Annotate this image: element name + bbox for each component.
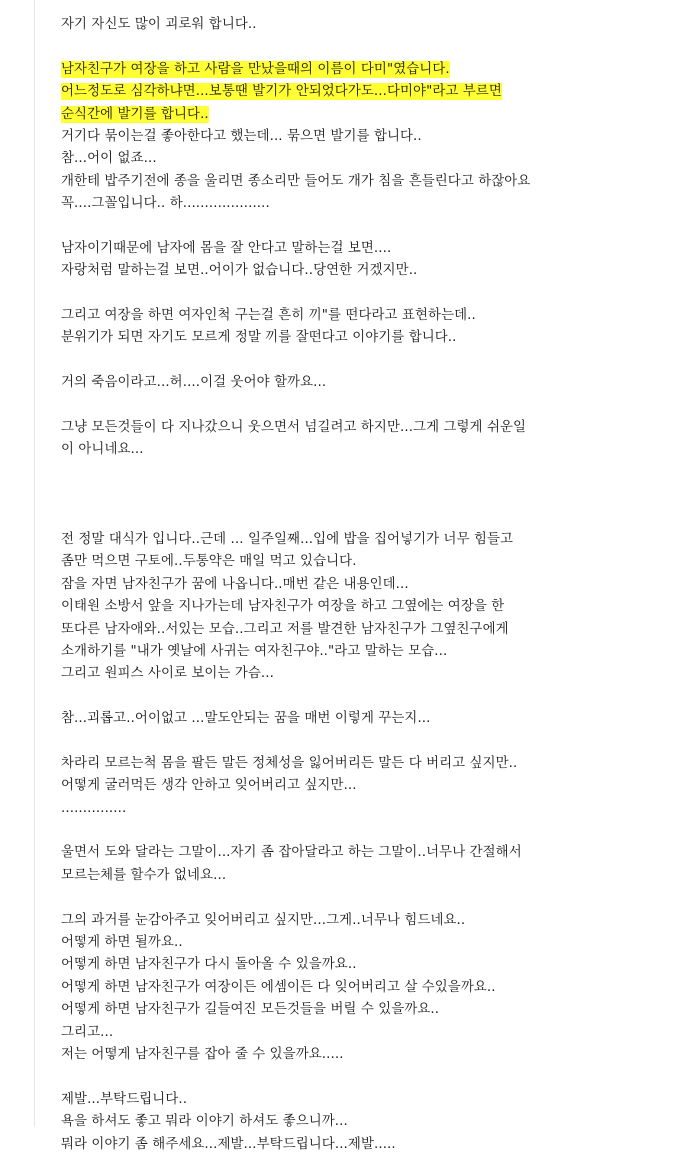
paragraph [61,842,671,909]
text-line [61,1134,671,1156]
text-line-content: 차라리 모르는척 몸을 팔든 말든 정체성을 잃어버리든 말든 다 버리고 싶지만.. [61,755,518,771]
text-line [61,910,671,932]
text-line-content: 전 정말 대식가 입니다..근데 ... 일주일째...입에 밥을 집어넣기가 너무 힘들고 [61,531,514,547]
text-line [61,126,671,148]
paragraph [61,305,671,372]
text-line [61,1089,671,1111]
text-line [61,529,671,551]
text-line-content: 이 아니네요... [61,442,144,458]
text-line-content: 욕을 하셔도 좋고 뭐라 이야기 하셔도 좋으니까... [61,1114,348,1130]
text-line [61,1022,671,1044]
text-line [61,1111,671,1133]
text-line-content: 이태원 소방서 앞을 지나가는데 남자친구가 여장을 하고 그옆에는 여장을 한 [61,599,505,615]
text-line-content: 어떻게 하면 될까요.. [61,935,183,951]
paragraph [61,910,671,1089]
text-line-content: 좀만 먹으면 구토에..두통약은 매일 먹고 있습니다. [61,554,357,570]
highlighted-text: 어느정도로 심각하냐면...보통땐 발기가 안되었다가도...다미야"라고 부르면 [61,84,502,100]
text-line [61,260,671,282]
paragraph-gap [61,216,671,238]
text-line [61,663,671,685]
text-line [61,865,671,887]
text-line-content: 저는 어떻게 남자친구를 잡아 줄 수 있을까요..... [61,1046,344,1062]
text-line-content: 거기다 묶이는걸 좋아한다고 했는데... 묶으면 발기를 합니다.. [61,128,422,144]
text-line-content: 참...괴롭고..어이없고 ...말도안되는 꿈을 매번 이렇게 꾸는지... [61,711,431,727]
text-line-content: 그냥 모든것들이 다 지나갔으니 웃으면서 넘길려고 하지만...그게 그렇게 쉬운일 [61,420,527,436]
text-line [61,753,671,775]
paragraph-gap [61,283,671,305]
text-line-content: 그리고 여장을 하면 여자인척 구는걸 흔히 끼"를 떤다라고 표현하는데.. [61,308,476,324]
text-line-content: 거의 죽음이라고...허....이걸 웃어야 할까요... [61,375,327,391]
highlighted-paragraph [61,59,671,126]
paragraph [61,1089,671,1156]
text-line-content: 모르는체를 할수가 없네요... [61,867,227,883]
text-line-content: 그리고... [61,1024,114,1040]
text-line [61,1044,671,1066]
text-line-content: 꼭....그꼴입니다.. 하.................... [61,196,270,212]
text-line-content: 울면서 도와 달라는 그말이...자기 좀 잡아달라고 하는 그말이..너무나 간절해서 [61,845,522,861]
text-line [61,842,671,864]
text-line [61,596,671,618]
text-line-content: 그리고 원피스 사이로 보이는 가슴... [61,666,274,682]
paragraph [61,14,671,59]
text-line-content: 어떻게 하면 남자친구가 길들여진 모든것들을 버릴 수 있을까요.. [61,1002,440,1018]
text-line-content: 제발...부탁드립니다.. [61,1091,188,1107]
text-line [61,148,671,170]
paragraph-gap [61,686,671,708]
paragraph-gap [61,36,671,58]
text-line [61,327,671,349]
text-line [61,551,671,573]
text-line [61,417,671,439]
paragraph-gap [61,887,671,909]
paragraph [61,417,671,484]
paragraph-gap [61,395,671,417]
text-line-content: 어떻게 굴러먹든 생각 안하고 잊어버리고 싶지만... [61,778,357,794]
paragraph [61,238,671,305]
text-line [61,14,671,36]
text-line [61,775,671,797]
text-line [61,977,671,999]
text-line [61,999,671,1021]
text-line [61,708,671,730]
paragraph [61,484,671,529]
text-line [61,193,671,215]
text-line [61,932,671,954]
paragraph [61,372,671,417]
text-line-content: 그의 과거를 눈감아주고 잊어버리고 싶지만...그게..너무나 힘드네요.. [61,912,466,928]
text-line [61,238,671,260]
text-line [61,619,671,641]
paragraph [61,529,671,708]
paragraph-gap [61,462,671,484]
text-line-content: 소개하기를 "내가 옛날에 사귀는 여자친구야.."라고 말하는 모습... [61,643,448,659]
paragraph-gap [61,731,671,753]
text-line [61,574,671,596]
article-body [61,14,671,1156]
text-line-content: 또다른 남자애와..서있는 모습..그리고 저를 발견한 남자친구가 그옆친구에게 [61,621,509,637]
highlighted-text: 남자친구가 여장을 하고 사람을 만났을때의 이름이 다미"였습니다. [61,61,450,77]
paragraph-gap [61,820,671,842]
text-line-content: 개한테 밥주기전에 종을 울리면 종소리만 들어도 개가 침을 흔들린다고 하잖아요 [61,173,531,189]
paragraph-gap [61,350,671,372]
text-line-content: ............... [61,800,127,816]
text-line [61,305,671,327]
text-line-content: 남자이기때문에 남자에 몸을 잘 안다고 말하는걸 보면.... [61,240,392,256]
highlighted-text: 순식간에 발기를 합니다.. [61,106,209,122]
text-line [61,798,671,820]
text-line-content: 뭐라 이야기 좀 해주세요...제발...부탁드립니다...제발..... [61,1136,396,1152]
text-line-content: 잠을 자면 남자친구가 꿈에 나옵니다..매번 같은 내용인데... [61,576,409,592]
left-border-line [34,0,35,1127]
paragraph [61,126,671,238]
text-line [61,104,671,126]
text-line-content: 어떻게 하면 남자친구가 다시 돌아올 수 있을까요.. [61,957,357,973]
text-line-content: 어떻게 하면 남자친구가 여장이든 에셈이든 다 잊어버리고 살 수있을까요.. [61,979,496,995]
paragraph-gap [61,1066,671,1088]
text-line [61,59,671,81]
text-line-content: 분위기가 되면 자기도 모르게 정말 끼를 잘떤다고 이야기를 합니다.. [61,330,457,346]
text-line [61,641,671,663]
text-line-content: 자랑처럼 말하는걸 보면..어이가 없습니다..당연한 거겠지만.. [61,263,418,279]
text-line [61,954,671,976]
text-line [61,372,671,394]
text-line-content: 참...어이 없죠... [61,151,157,167]
text-line [61,171,671,193]
blank-spacer [61,484,671,506]
text-line-content: 자기 자신도 많이 괴로워 합니다.. [61,17,257,32]
paragraph [61,708,671,753]
text-line [61,439,671,461]
text-line [61,81,671,103]
paragraph [61,753,671,843]
paragraph-gap [61,507,671,529]
